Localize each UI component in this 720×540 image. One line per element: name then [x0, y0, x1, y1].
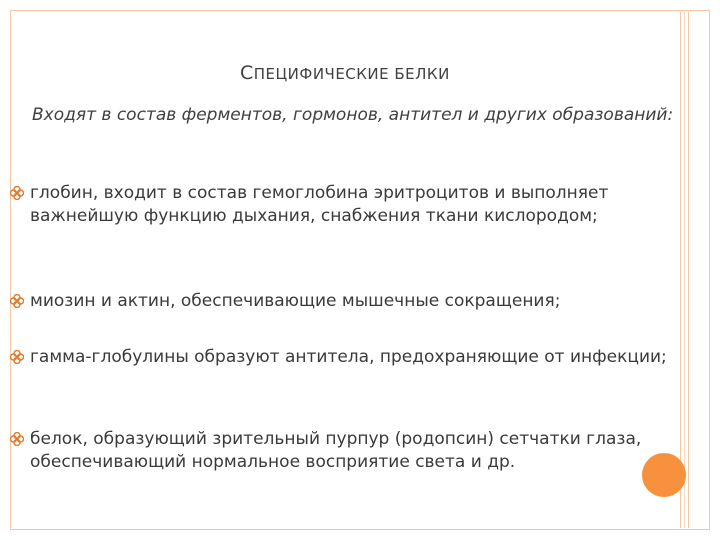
flower-bullet-icon — [10, 294, 24, 308]
subtitle: Входят в состав ферментов, гормонов, антител и других образований: — [32, 105, 674, 125]
flower-bullet-icon — [10, 186, 24, 200]
list-item — [10, 346, 670, 369]
flower-bullet-icon — [10, 432, 24, 446]
list-item — [10, 182, 670, 228]
list-item-text: миозин и актин, обеспечивающие мышечные сокращения; — [30, 291, 561, 311]
title-initial: С — [240, 62, 254, 84]
list-item — [10, 428, 670, 474]
orange-circle-decoration — [642, 453, 686, 497]
list-item-text: глобин, входит в состав гемоглобина эритроцитов и выполняет важнейшую функцию дыхания, снабжения ткани кислородом; — [30, 183, 609, 226]
flower-bullet-icon — [10, 350, 24, 364]
page-title — [240, 62, 560, 84]
title-rest: ПЕЦИФИЧЕСКИЕ БЕЛКИ — [253, 65, 450, 83]
slide-side-stripe — [680, 12, 689, 528]
list-item — [10, 290, 670, 313]
list-item-text: белок, образующий зрительный пурпур (родопсин) сетчатки глаза, обеспечивающий нормальное восприятие света и др. — [30, 429, 642, 472]
list-item-text: гамма-глобулины образуют антитела, предохраняющие от инфекции; — [30, 347, 667, 367]
